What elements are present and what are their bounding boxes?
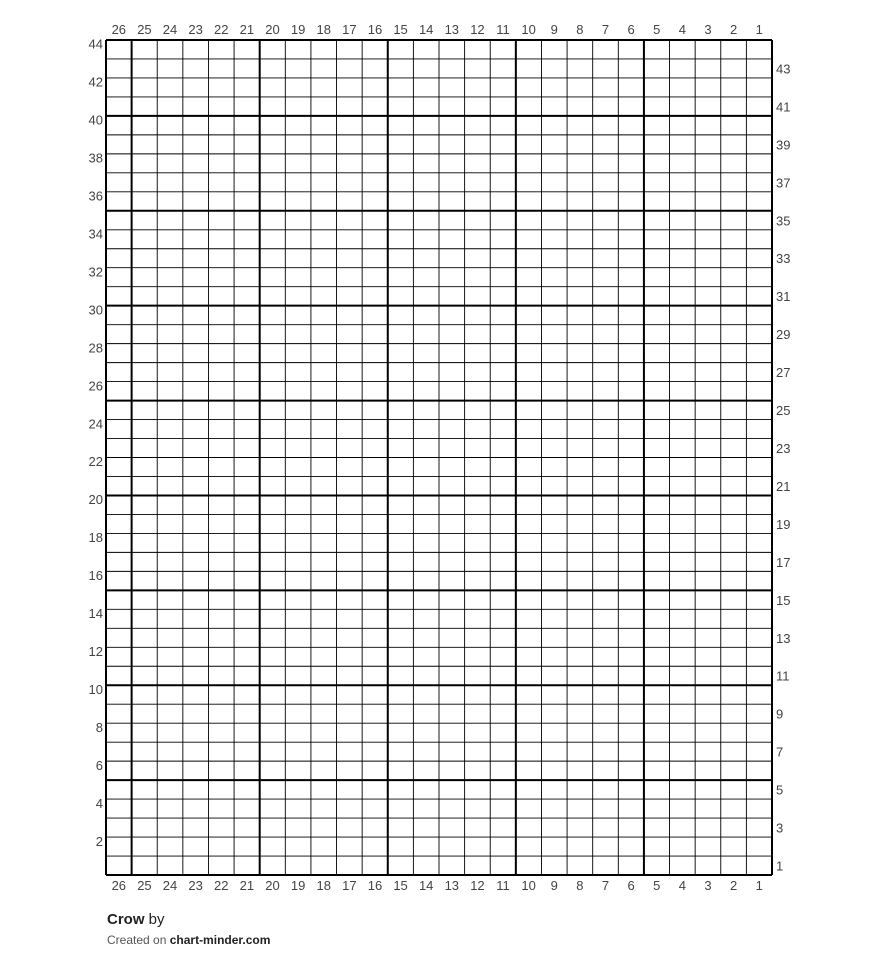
row-label-left: 34 [88, 226, 103, 242]
column-label-bottom: 21 [239, 878, 255, 893]
column-label-bottom: 17 [342, 878, 357, 893]
row-label-left: 24 [88, 416, 103, 432]
column-label-bottom: 11 [496, 878, 510, 893]
column-label-top: 8 [576, 22, 584, 37]
column-label-top: 12 [470, 22, 485, 37]
column-label-top: 7 [601, 22, 610, 37]
column-label-bottom: 12 [470, 878, 485, 893]
chart-footer [107, 911, 270, 947]
row-label-right: 31 [776, 289, 791, 305]
column-label-bottom: 25 [137, 878, 152, 893]
column-label-bottom: 18 [316, 878, 331, 893]
column-label-top: 22 [214, 22, 229, 37]
chart-title-line [107, 911, 270, 928]
column-label-top: 6 [627, 22, 635, 37]
column-label-top: 24 [162, 22, 178, 37]
row-label-left: 44 [88, 36, 103, 52]
site-link[interactable]: chart-minder.com [169, 933, 271, 947]
column-label-top: 18 [316, 22, 331, 37]
column-label-top: 16 [367, 22, 383, 37]
column-label-bottom: 8 [576, 878, 584, 893]
column-label-bottom: 16 [367, 878, 383, 893]
column-label-top: 10 [521, 22, 536, 37]
row-label-left: 2 [95, 833, 103, 849]
column-label-bottom: 24 [162, 878, 178, 893]
column-label-top: 3 [704, 22, 712, 37]
created-prefix: Created on [107, 933, 167, 947]
row-label-right: 41 [776, 99, 791, 115]
row-label-right: 9 [776, 706, 784, 722]
row-label-right: 43 [776, 61, 791, 77]
row-label-right: 33 [776, 251, 791, 267]
column-label-top: 9 [550, 22, 558, 37]
row-label-left: 18 [88, 530, 103, 546]
column-label-bottom: 13 [444, 878, 460, 893]
column-label-top: 20 [265, 22, 280, 37]
row-label-left: 12 [88, 644, 103, 660]
chart-grid [106, 40, 772, 875]
row-label-left: 42 [88, 74, 103, 90]
column-label-bottom: 2 [729, 878, 738, 893]
column-label-bottom: 1 [755, 878, 763, 893]
row-label-left: 6 [95, 757, 103, 773]
column-label-bottom: 14 [418, 878, 434, 893]
column-label-bottom: 19 [290, 878, 306, 893]
row-label-right: 5 [776, 782, 784, 798]
column-label-top: 11 [496, 22, 510, 37]
column-label-bottom: 20 [265, 878, 280, 893]
row-label-right: 17 [776, 554, 791, 570]
row-label-right: 21 [776, 478, 791, 494]
row-label-left: 38 [88, 150, 103, 166]
row-label-right: 37 [776, 175, 791, 191]
column-label-bottom: 9 [550, 878, 558, 893]
row-label-left: 16 [88, 568, 103, 584]
row-label-left: 26 [88, 378, 103, 394]
column-label-top: 15 [393, 22, 408, 37]
row-label-left: 10 [88, 681, 103, 697]
column-label-bottom: 7 [601, 878, 610, 893]
row-label-right: 25 [776, 403, 791, 419]
row-label-right: 19 [776, 516, 791, 532]
column-label-top: 14 [418, 22, 434, 37]
column-label-bottom: 6 [627, 878, 635, 893]
row-label-right: 39 [776, 137, 791, 153]
row-labels-right [776, 61, 790, 873]
column-labels-top [112, 22, 763, 37]
column-label-bottom: 23 [188, 878, 203, 893]
row-labels-left [89, 37, 103, 849]
column-label-bottom: 4 [678, 878, 686, 893]
row-label-right: 1 [776, 858, 784, 874]
row-label-left: 40 [88, 112, 103, 128]
row-label-right: 3 [776, 820, 784, 836]
column-label-top: 21 [239, 22, 255, 37]
chart-author-by: by [148, 911, 165, 928]
column-label-bottom: 3 [704, 878, 712, 893]
column-label-top: 26 [111, 22, 127, 37]
row-label-left: 32 [88, 264, 103, 280]
row-label-right: 27 [776, 365, 791, 381]
row-label-right: 29 [776, 327, 791, 343]
row-label-right: 11 [776, 668, 790, 684]
row-label-left: 4 [95, 795, 103, 811]
row-label-left: 36 [88, 188, 103, 204]
row-label-right: 13 [776, 630, 791, 646]
row-label-right: 35 [776, 213, 791, 229]
row-label-left: 28 [88, 340, 103, 356]
column-label-top: 17 [342, 22, 357, 37]
column-labels-bottom [112, 878, 763, 893]
row-label-left: 20 [88, 492, 103, 508]
column-label-top: 19 [290, 22, 306, 37]
column-label-top: 1 [755, 22, 763, 37]
column-label-bottom: 10 [521, 878, 536, 893]
row-label-right: 23 [776, 441, 791, 457]
column-label-top: 5 [653, 22, 661, 37]
row-label-left: 8 [95, 719, 103, 735]
column-label-top: 4 [678, 22, 686, 37]
row-label-left: 30 [88, 302, 103, 318]
column-label-bottom: 22 [214, 878, 229, 893]
row-label-right: 7 [776, 744, 784, 760]
row-label-left: 22 [88, 454, 103, 470]
row-label-left: 14 [88, 606, 103, 622]
row-label-right: 15 [776, 592, 791, 608]
column-label-top: 2 [729, 22, 738, 37]
column-label-top: 23 [188, 22, 203, 37]
column-label-top: 25 [137, 22, 152, 37]
column-label-bottom: 15 [393, 878, 408, 893]
column-label-top: 13 [444, 22, 460, 37]
created-on-line [107, 933, 270, 947]
column-label-bottom: 5 [653, 878, 661, 893]
column-label-bottom: 26 [111, 878, 127, 893]
chart-title: Crow [107, 911, 145, 928]
